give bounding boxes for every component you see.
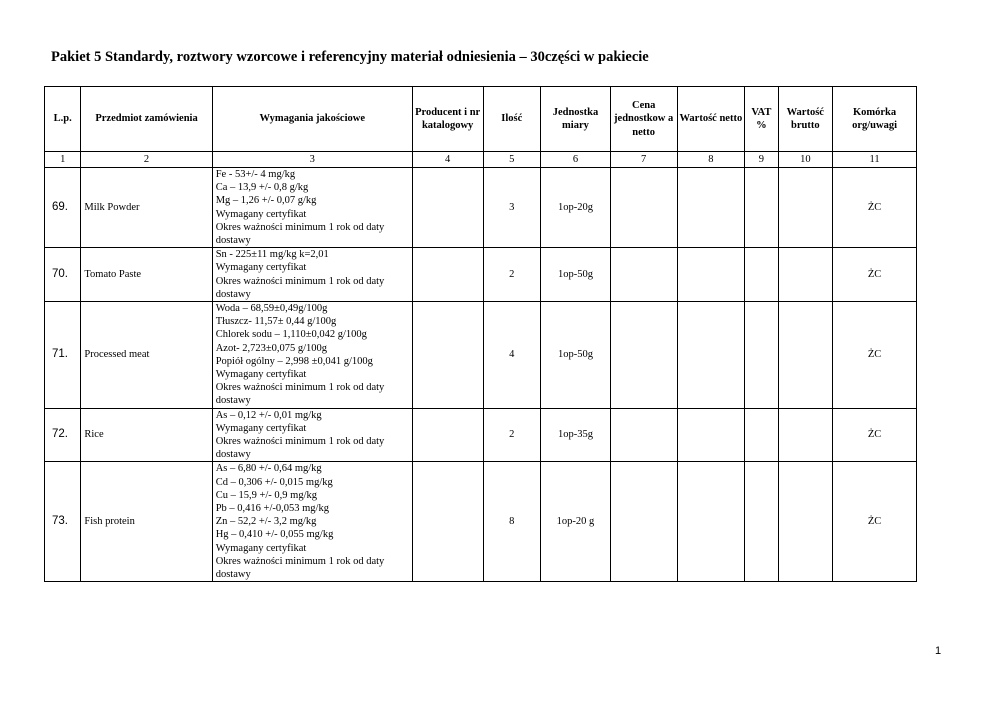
requirement-line: dostawy: [215, 395, 251, 407]
requirement-line: Sn - 225±11 mg/kg k=2,01: [215, 249, 329, 261]
department-cell: ŻC: [833, 302, 917, 409]
department-cell: ŻC: [833, 462, 917, 582]
unit-price-cell: [610, 302, 677, 409]
column-number: 3: [212, 152, 412, 168]
department-cell: ŻC: [833, 168, 917, 248]
header-net-value: Wartość netto: [677, 87, 745, 152]
column-number: 1: [45, 152, 81, 168]
requirement-line: Tłuszcz- 11,57± 0,44 g/100g: [215, 316, 337, 328]
requirement-line: Okres ważności minimum 1 rok od daty: [215, 436, 385, 448]
net-value-cell: [677, 302, 745, 409]
item-name: Rice: [81, 408, 212, 462]
producer-cell: [412, 302, 483, 409]
header-requirements: Wymagania jakościowe: [212, 87, 412, 152]
requirement-line: Zn – 52,2 +/- 3,2 mg/kg: [215, 516, 317, 528]
gross-value-cell: [778, 462, 833, 582]
requirement-line: Okres ważności minimum 1 rok od daty: [215, 555, 385, 567]
page-title: Pakiet 5 Standardy, roztwory wzorcowe i referencyjny materiał odniesienia – 30części w pakiecie: [51, 49, 649, 65]
requirement-line: Woda – 68,59±0,49g/100g: [215, 303, 328, 315]
quantity-cell: 2: [483, 408, 541, 462]
column-number: 10: [778, 152, 833, 168]
requirement-line: Wymagany certyfikat: [215, 369, 307, 381]
header-row: [45, 87, 917, 152]
producer-cell: [412, 248, 483, 302]
unit-cell: 1op-50g: [541, 248, 611, 302]
requirements-cell: [212, 248, 412, 302]
item-name: Processed meat: [81, 302, 212, 409]
vat-cell: [745, 248, 778, 302]
row-number: 73.: [45, 462, 81, 582]
requirement-line: Hg – 0,410 +/- 0,055 mg/kg: [215, 529, 334, 541]
producer-cell: [412, 462, 483, 582]
net-value-cell: [677, 462, 745, 582]
unit-price-cell: [610, 168, 677, 248]
row-number: 69.: [45, 168, 81, 248]
requirement-line: dostawy: [215, 569, 251, 581]
net-value-cell: [677, 168, 745, 248]
column-number: 6: [541, 152, 611, 168]
requirement-line: dostawy: [215, 449, 251, 461]
unit-cell: 1op-50g: [541, 302, 611, 409]
unit-cell: 1op-35g: [541, 408, 611, 462]
requirement-line: dostawy: [215, 288, 251, 300]
gross-value-cell: [778, 302, 833, 409]
requirement-line: Okres ważności minimum 1 rok od daty: [215, 382, 385, 394]
quantity-cell: 8: [483, 462, 541, 582]
requirement-line: Wymagany certyfikat: [215, 542, 307, 554]
column-number: 7: [610, 152, 677, 168]
column-number: 11: [833, 152, 917, 168]
header-department: Komórka org/uwagi: [833, 87, 917, 152]
item-name: Tomato Paste: [81, 248, 212, 302]
header-item: Przedmiot zamówienia: [81, 87, 212, 152]
unit-price-cell: [610, 248, 677, 302]
item-name: Fish protein: [81, 462, 212, 582]
table-row: [45, 302, 917, 409]
requirement-line: Mg – 1,26 +/- 0,07 g/kg: [215, 195, 317, 207]
header-unit-price: Cena jednostkow a netto: [610, 87, 677, 152]
unit-price-cell: [610, 408, 677, 462]
requirements-cell: [212, 408, 412, 462]
producer-cell: [412, 168, 483, 248]
gross-value-cell: [778, 168, 833, 248]
header-quantity: Ilość: [483, 87, 541, 152]
producer-cell: [412, 408, 483, 462]
quantity-cell: 2: [483, 248, 541, 302]
column-number: 9: [745, 152, 778, 168]
department-cell: ŻC: [833, 248, 917, 302]
requirement-line: Popiół ogólny – 2,998 ±0,041 g/100g: [215, 355, 373, 367]
requirement-line: Fe - 53+/- 4 mg/kg: [215, 169, 296, 180]
header-vat: VAT %: [745, 87, 778, 152]
requirement-line: As – 0,12 +/- 0,01 mg/kg: [215, 409, 322, 421]
header-lp: L.p.: [45, 87, 81, 152]
requirement-line: Cd – 0,306 +/- 0,015 mg/kg: [215, 476, 333, 488]
table-row: [45, 168, 917, 248]
quantity-cell: 4: [483, 302, 541, 409]
requirement-line: As – 6,80 +/- 0,64 mg/kg: [215, 463, 322, 475]
row-number: 71.: [45, 302, 81, 409]
row-number: 70.: [45, 248, 81, 302]
column-number: 2: [81, 152, 212, 168]
requirement-line: Okres ważności minimum 1 rok od daty: [215, 275, 385, 287]
unit-price-cell: [610, 462, 677, 582]
row-number: 72.: [45, 408, 81, 462]
unit-cell: 1op-20 g: [541, 462, 611, 582]
requirement-line: Okres ważności minimum 1 rok od daty: [215, 221, 385, 233]
net-value-cell: [677, 248, 745, 302]
vat-cell: [745, 462, 778, 582]
requirement-line: Cu – 15,9 +/- 0,9 mg/kg: [215, 489, 318, 501]
table-row: [45, 408, 917, 462]
item-name: Milk Powder: [81, 168, 212, 248]
net-value-cell: [677, 408, 745, 462]
requirements-cell: [212, 462, 412, 582]
requirement-line: dostawy: [215, 235, 251, 247]
quantity-cell: 3: [483, 168, 541, 248]
gross-value-cell: [778, 248, 833, 302]
header-producer: Producent i nr katalogowy: [412, 87, 483, 152]
department-cell: ŻC: [833, 408, 917, 462]
requirement-line: Azot- 2,723±0,075 g/100g: [215, 342, 328, 354]
gross-value-cell: [778, 408, 833, 462]
vat-cell: [745, 302, 778, 409]
requirements-cell: [212, 302, 412, 409]
column-number: 5: [483, 152, 541, 168]
table-row: [45, 248, 917, 302]
column-number: 8: [677, 152, 745, 168]
header-gross-value: Wartość brutto: [778, 87, 833, 152]
column-number: 4: [412, 152, 483, 168]
requirement-line: Ca – 13,9 +/- 0,8 g/kg: [215, 182, 309, 194]
table-row: [45, 462, 917, 582]
header-unit: Jednostka miary: [541, 87, 611, 152]
page-number: 1: [935, 645, 942, 657]
unit-cell: 1op-20g: [541, 168, 611, 248]
column-number-row: [45, 152, 917, 168]
requirement-line: Chlorek sodu – 1,110±0,042 g/100g: [215, 329, 367, 341]
order-table: [44, 86, 917, 582]
vat-cell: [745, 408, 778, 462]
requirement-line: Wymagany certyfikat: [215, 422, 307, 434]
requirements-cell: [212, 168, 412, 248]
requirement-line: Wymagany certyfikat: [215, 262, 307, 274]
requirement-line: Wymagany certyfikat: [215, 208, 307, 220]
vat-cell: [745, 168, 778, 248]
requirement-line: Pb – 0,416 +/-0,053 mg/kg: [215, 503, 329, 515]
